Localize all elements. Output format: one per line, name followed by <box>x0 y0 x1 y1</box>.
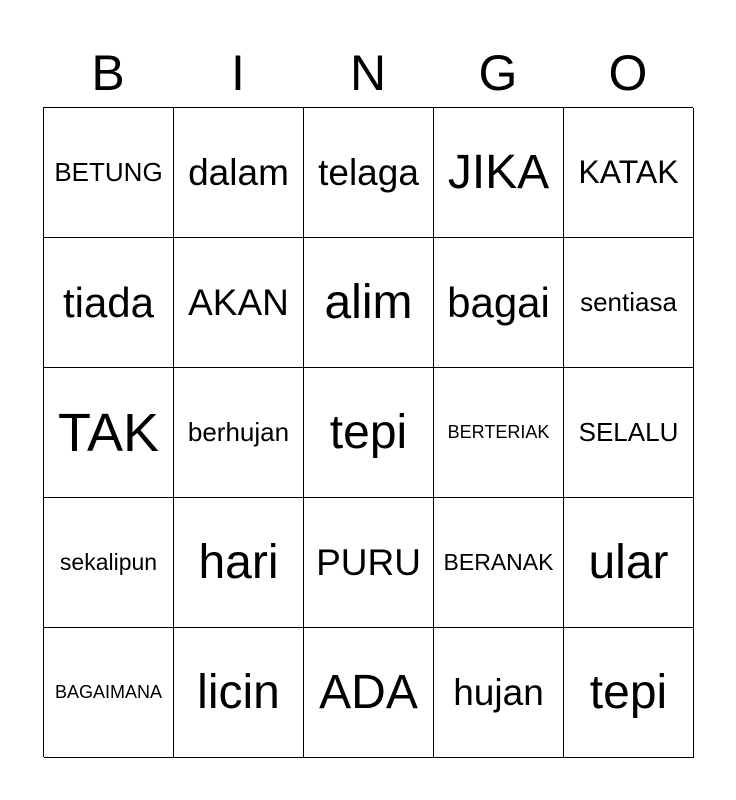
bingo-cell-r1c5[interactable]: KATAK <box>564 108 694 238</box>
bingo-cell-r2c5[interactable]: sentiasa <box>564 238 694 368</box>
bingo-cell-r4c5[interactable]: ular <box>564 498 694 628</box>
bingo-cell-r4c3[interactable]: PURU <box>304 498 434 628</box>
bingo-cell-r4c2[interactable]: hari <box>174 498 304 628</box>
bingo-cell-r2c1[interactable]: tiada <box>44 238 174 368</box>
header-letter-i: I <box>231 45 245 101</box>
bingo-board <box>43 107 693 757</box>
bingo-cell-r3c3[interactable]: tepi <box>304 368 434 498</box>
bingo-header <box>43 38 693 108</box>
bingo-cell-r3c5[interactable]: SELALU <box>564 368 694 498</box>
bingo-cell-r5c4[interactable]: hujan <box>434 628 564 758</box>
bingo-cell-r1c4[interactable]: JIKA <box>434 108 564 238</box>
bingo-cell-r5c3[interactable]: ADA <box>304 628 434 758</box>
bingo-cell-r1c2[interactable]: dalam <box>174 108 304 238</box>
bingo-cell-r3c1[interactable]: TAK <box>44 368 174 498</box>
header-letter-n: N <box>349 45 387 101</box>
bingo-cell-r2c3[interactable]: alim <box>304 238 434 368</box>
bingo-cell-r1c3[interactable]: telaga <box>304 108 434 238</box>
bingo-cell-r5c2[interactable]: licin <box>174 628 304 758</box>
header-letter-b: B <box>91 45 125 101</box>
header-letter-g: G <box>478 45 518 101</box>
bingo-cell-r4c4[interactable]: BERANAK <box>434 498 564 628</box>
bingo-cell-r5c5[interactable]: tepi <box>564 628 694 758</box>
bingo-cell-r2c2[interactable]: AKAN <box>174 238 304 368</box>
header-letter-o: O <box>608 45 648 101</box>
bingo-cell-r2c4[interactable]: bagai <box>434 238 564 368</box>
bingo-cell-r3c4[interactable]: BERTERIAK <box>434 368 564 498</box>
bingo-cell-r3c2[interactable]: berhujan <box>174 368 304 498</box>
bingo-cell-r4c1[interactable]: sekalipun <box>44 498 174 628</box>
bingo-cell-r5c1[interactable]: BAGAIMANA <box>44 628 174 758</box>
bingo-cell-r1c1[interactable]: BETUNG <box>44 108 174 238</box>
